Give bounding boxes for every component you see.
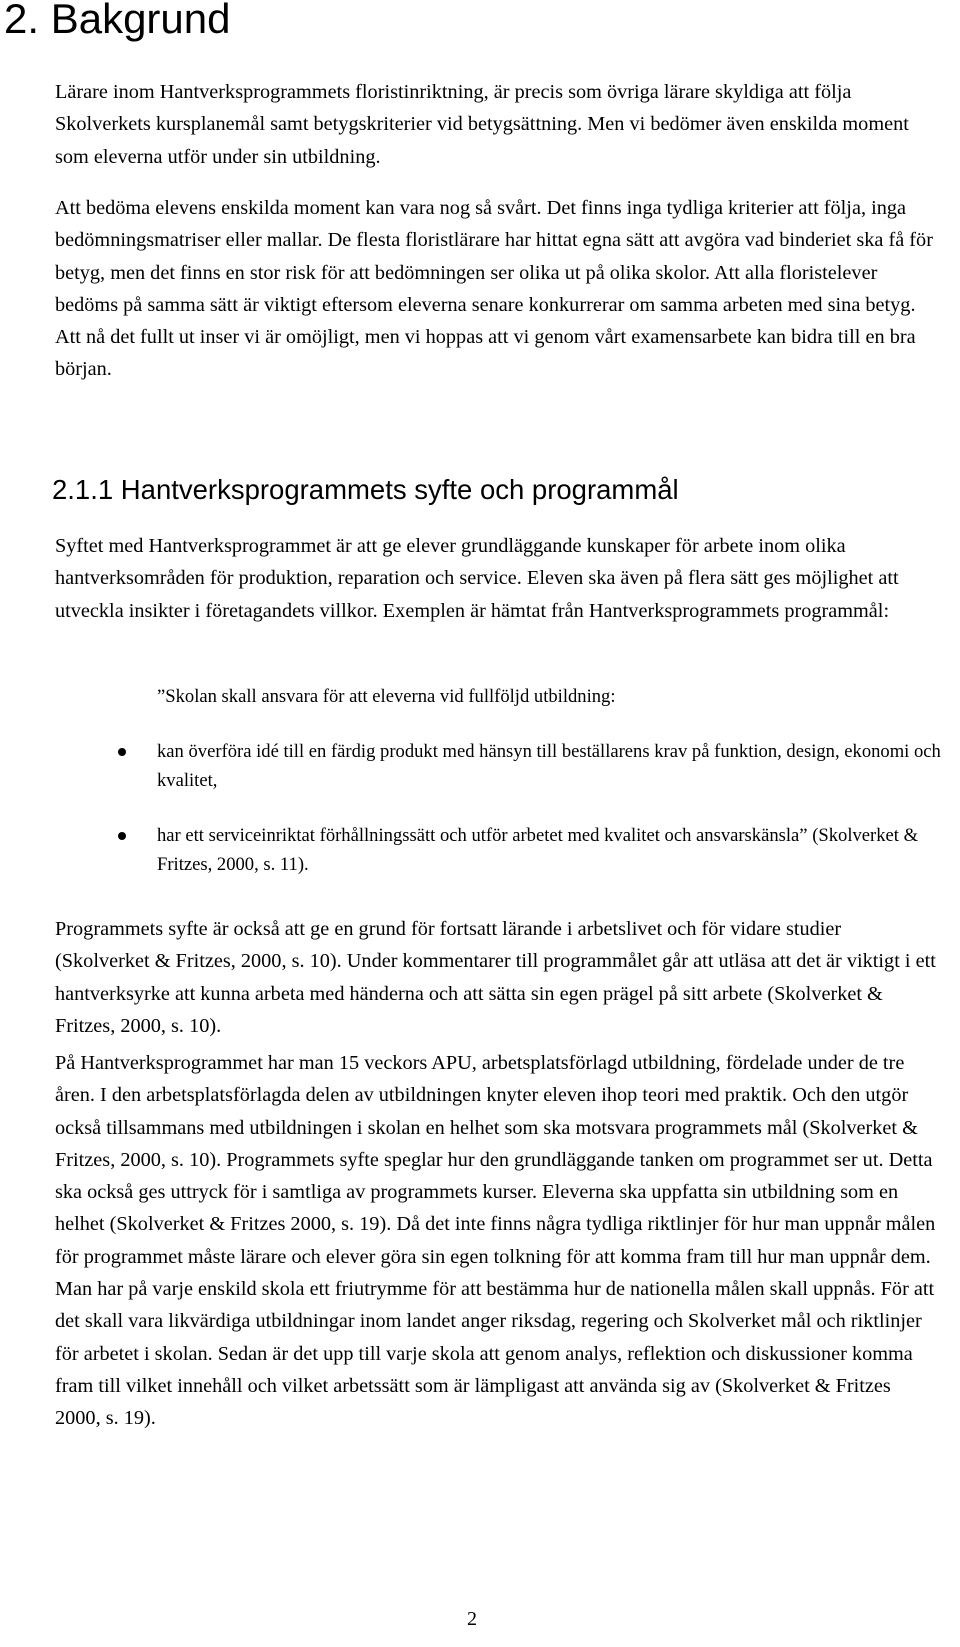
body-paragraph: Programmets syfte är också att ge en grund för fortsatt lärande i arbetslivet och för vidare studier (Skolverket & Fritzes, 2000, s. 10). Under kommentarer till programmålet går att utläsa att det är viktigt i ett hantverksyrke att kunna arbeta med händerna och att sätta sin egen prägel på sitt arbete (Skolverket & Fritzes, 2000, s. 10). bbox=[55, 918, 936, 1037]
section-heading: 2. Bakgrund bbox=[4, 0, 231, 42]
body-paragraph: På Hantverksprogrammet har man 15 veckors APU, arbetsplatsförlagd utbildning, fördelade under de tre åren. I den arbetsplatsförlagda delen av utbildningen knyter eleven ihop teori med praktik. Och den utgör också tillsammans med utbildningen i skolan en helhet som ska motsvara programmets mål (Skolverket & Fritzes, 2000, s. 10). Programmets syfte speglar hur den grundläggande tanken om programmet ser ut. Detta ska också ges uttryck för i samtliga av programmets kurser. Eleverna ska uppfatta sin utbildning som en helhet (Skolverket & Fritzes 2000, s. 19). Då det inte finns några tydliga riktlinjer för hur man uppnår målen för programmet måste lärare och elever göra sin egen tolkning för att komma fram till hur man uppnår dem. Man har på varje enskild skola ett friutrymme för att bestämma hur de nationella målen skall uppnås. För att det skall vara likvärdiga utbildningar inom landet anger riksdag, regering och Skolverket mål och riktlinjer för arbetet i skolan. Sedan är det upp till varje skola att genom analys, reflektion och diskussioner komma fram till vilket innehåll och vilket arbetssätt som är lämpligast att använda sig av (Skolverket & Fritzes 2000, s. 19). bbox=[55, 1052, 936, 1430]
bullet-text: kan överföra idé till en färdig produkt med hänsyn till beställarens krav på funktion, design, ekonomi och kvalitet, bbox=[157, 741, 941, 791]
subsection-heading: 2.1.1 Hantverksprogrammets syfte och programmål bbox=[52, 474, 679, 505]
bullet-list-item bbox=[157, 821, 957, 879]
page-number: 2 bbox=[467, 1608, 477, 1630]
bullet-text: har ett serviceinriktat förhållningssätt och utför arbetet med kvalitet och ansvarskänsla” (Skolverket & Fritzes, 2000, s. 11). bbox=[157, 825, 919, 875]
body-paragraph: Lärare inom Hantverksprogrammets floristinriktning, är precis som övriga lärare skyldiga att följa Skolverkets kursplanemål samt betygskriterier vid betygsättning. Men vi bedömer även enskilda moment som eleverna utför under sin utbildning. bbox=[55, 81, 909, 168]
bullet-dot-icon bbox=[118, 832, 126, 840]
quote-intro: ”Skolan skall ansvara för att eleverna vid fullföljd utbildning: bbox=[157, 686, 616, 707]
bullet-dot-icon bbox=[118, 748, 126, 756]
body-paragraph: Att bedöma elevens enskilda moment kan vara nog så svårt. Det finns inga tydliga kriterier att följa, inga bedömningsmatriser eller mallar. De flesta floristlärare har hittat egna sätt att avgöra vad binderiet ska få för betyg, men det finns en stor risk för att bedömningen ser olika ut på olika skolor. Att alla floristelever bedöms på samma sätt är viktigt eftersom eleverna senare konkurrerar om samma arbeten med sina betyg. Att nå det fullt ut inser vi är omöjligt, men vi hoppas att vi genom vårt examensarbete kan bidra till en bra början. bbox=[55, 197, 933, 381]
body-paragraph: Syftet med Hantverksprogrammet är att ge elever grundläggande kunskaper för arbete inom olika hantverksområden för produktion, reparation och service. Eleven ska även på flera sätt ges möjlighet att utveckla insikter i företagandets villkor. Exemplen är hämtat från Hantverksprogrammets programmål: bbox=[55, 535, 899, 622]
bullet-list-item bbox=[157, 737, 957, 795]
